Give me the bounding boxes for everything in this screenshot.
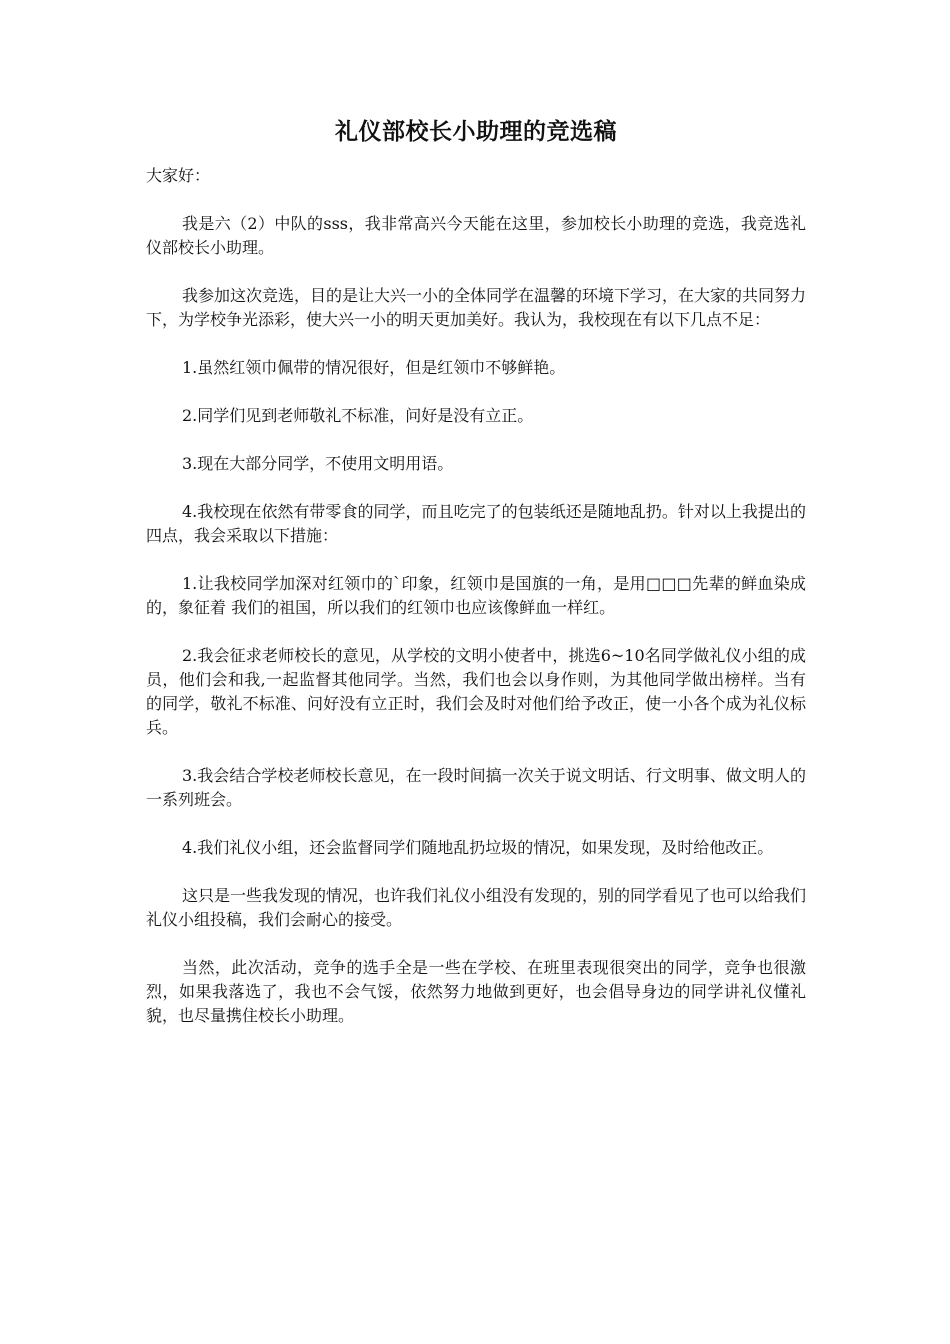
paragraph-problem-2: 2.同学们见到老师敬礼不标准，问好是没有立正。 bbox=[182, 406, 534, 425]
document-body bbox=[146, 112, 806, 1052]
paragraph-measure-2: 2.我会征求老师校长的意见，从学校的文明小使者中，挑选6~10名同学做礼仪小组的成员，他们会和我,一起监督其他同学。当然，我们也会以身作则，为其他同学做出榜样。当有的同学，敬礼不标准、问好没有立正时，我们会及时对他们给予改正，使一小各个成为礼仪标兵。 bbox=[146, 646, 806, 737]
document-title: 礼仪部校长小助理的竞选稿 bbox=[335, 118, 617, 145]
paragraph-problem-1: 1.虽然红领巾佩带的情况很好，但是红领巾不够鲜艳。 bbox=[182, 358, 566, 377]
paragraph-closing: 当然，此次活动，竞争的选手全是一些在学校、在班里表现很突出的同学，竞争也很激烈，如果我落选了，我也不会气馁，依然努力地做到更好，也会倡导身边的同学讲礼仪懂礼貌，也尽量携住校长小助理。 bbox=[146, 958, 806, 1025]
paragraph-problem-4: 4.我校现在依然有带零食的同学，而且吃完了的包装纸还是随地乱扔。针对以上我提出的四点，我会采取以下措施： bbox=[146, 502, 806, 545]
paragraph-measure-1: 1.让我校同学加深对红领巾的`印象，红领巾是国旗的一角，是用□□□先辈的鲜血染成的，象征着 我们的祖国，所以我们的红领巾也应该像鲜血一样红。 bbox=[146, 574, 806, 617]
paragraph-measure-3: 3.我会结合学校老师校长意见，在一段时间搞一次关于说文明话、行文明事、做文明人的一系列班会。 bbox=[146, 766, 806, 809]
paragraph-problem-3: 3.现在大部分同学，不使用文明用语。 bbox=[182, 454, 454, 473]
paragraph-measure-4: 4.我们礼仪小组，还会监督同学们随地乱扔垃圾的情况，如果发现，及时给他改正。 bbox=[182, 838, 774, 857]
paragraph-purpose: 我参加这次竞选，目的是让大兴一小的全体同学在温馨的环境下学习，在大家的共同努力下，为学校争光添彩，使大兴一小的明天更加美好。我认为，我校现在有以下几点不足： bbox=[146, 286, 807, 329]
paragraph-intro: 我是六（2）中队的sss，我非常高兴今天能在这里，参加校长小助理的竞选，我竞选礼仪部校长小助理。 bbox=[146, 214, 806, 257]
paragraph-note: 这只是一些我发现的情况，也许我们礼仪小组没有发现的，别的同学看见了也可以给我们礼仪小组投稿，我们会耐心的接受。 bbox=[146, 886, 807, 929]
greeting: 大家好： bbox=[146, 166, 211, 185]
